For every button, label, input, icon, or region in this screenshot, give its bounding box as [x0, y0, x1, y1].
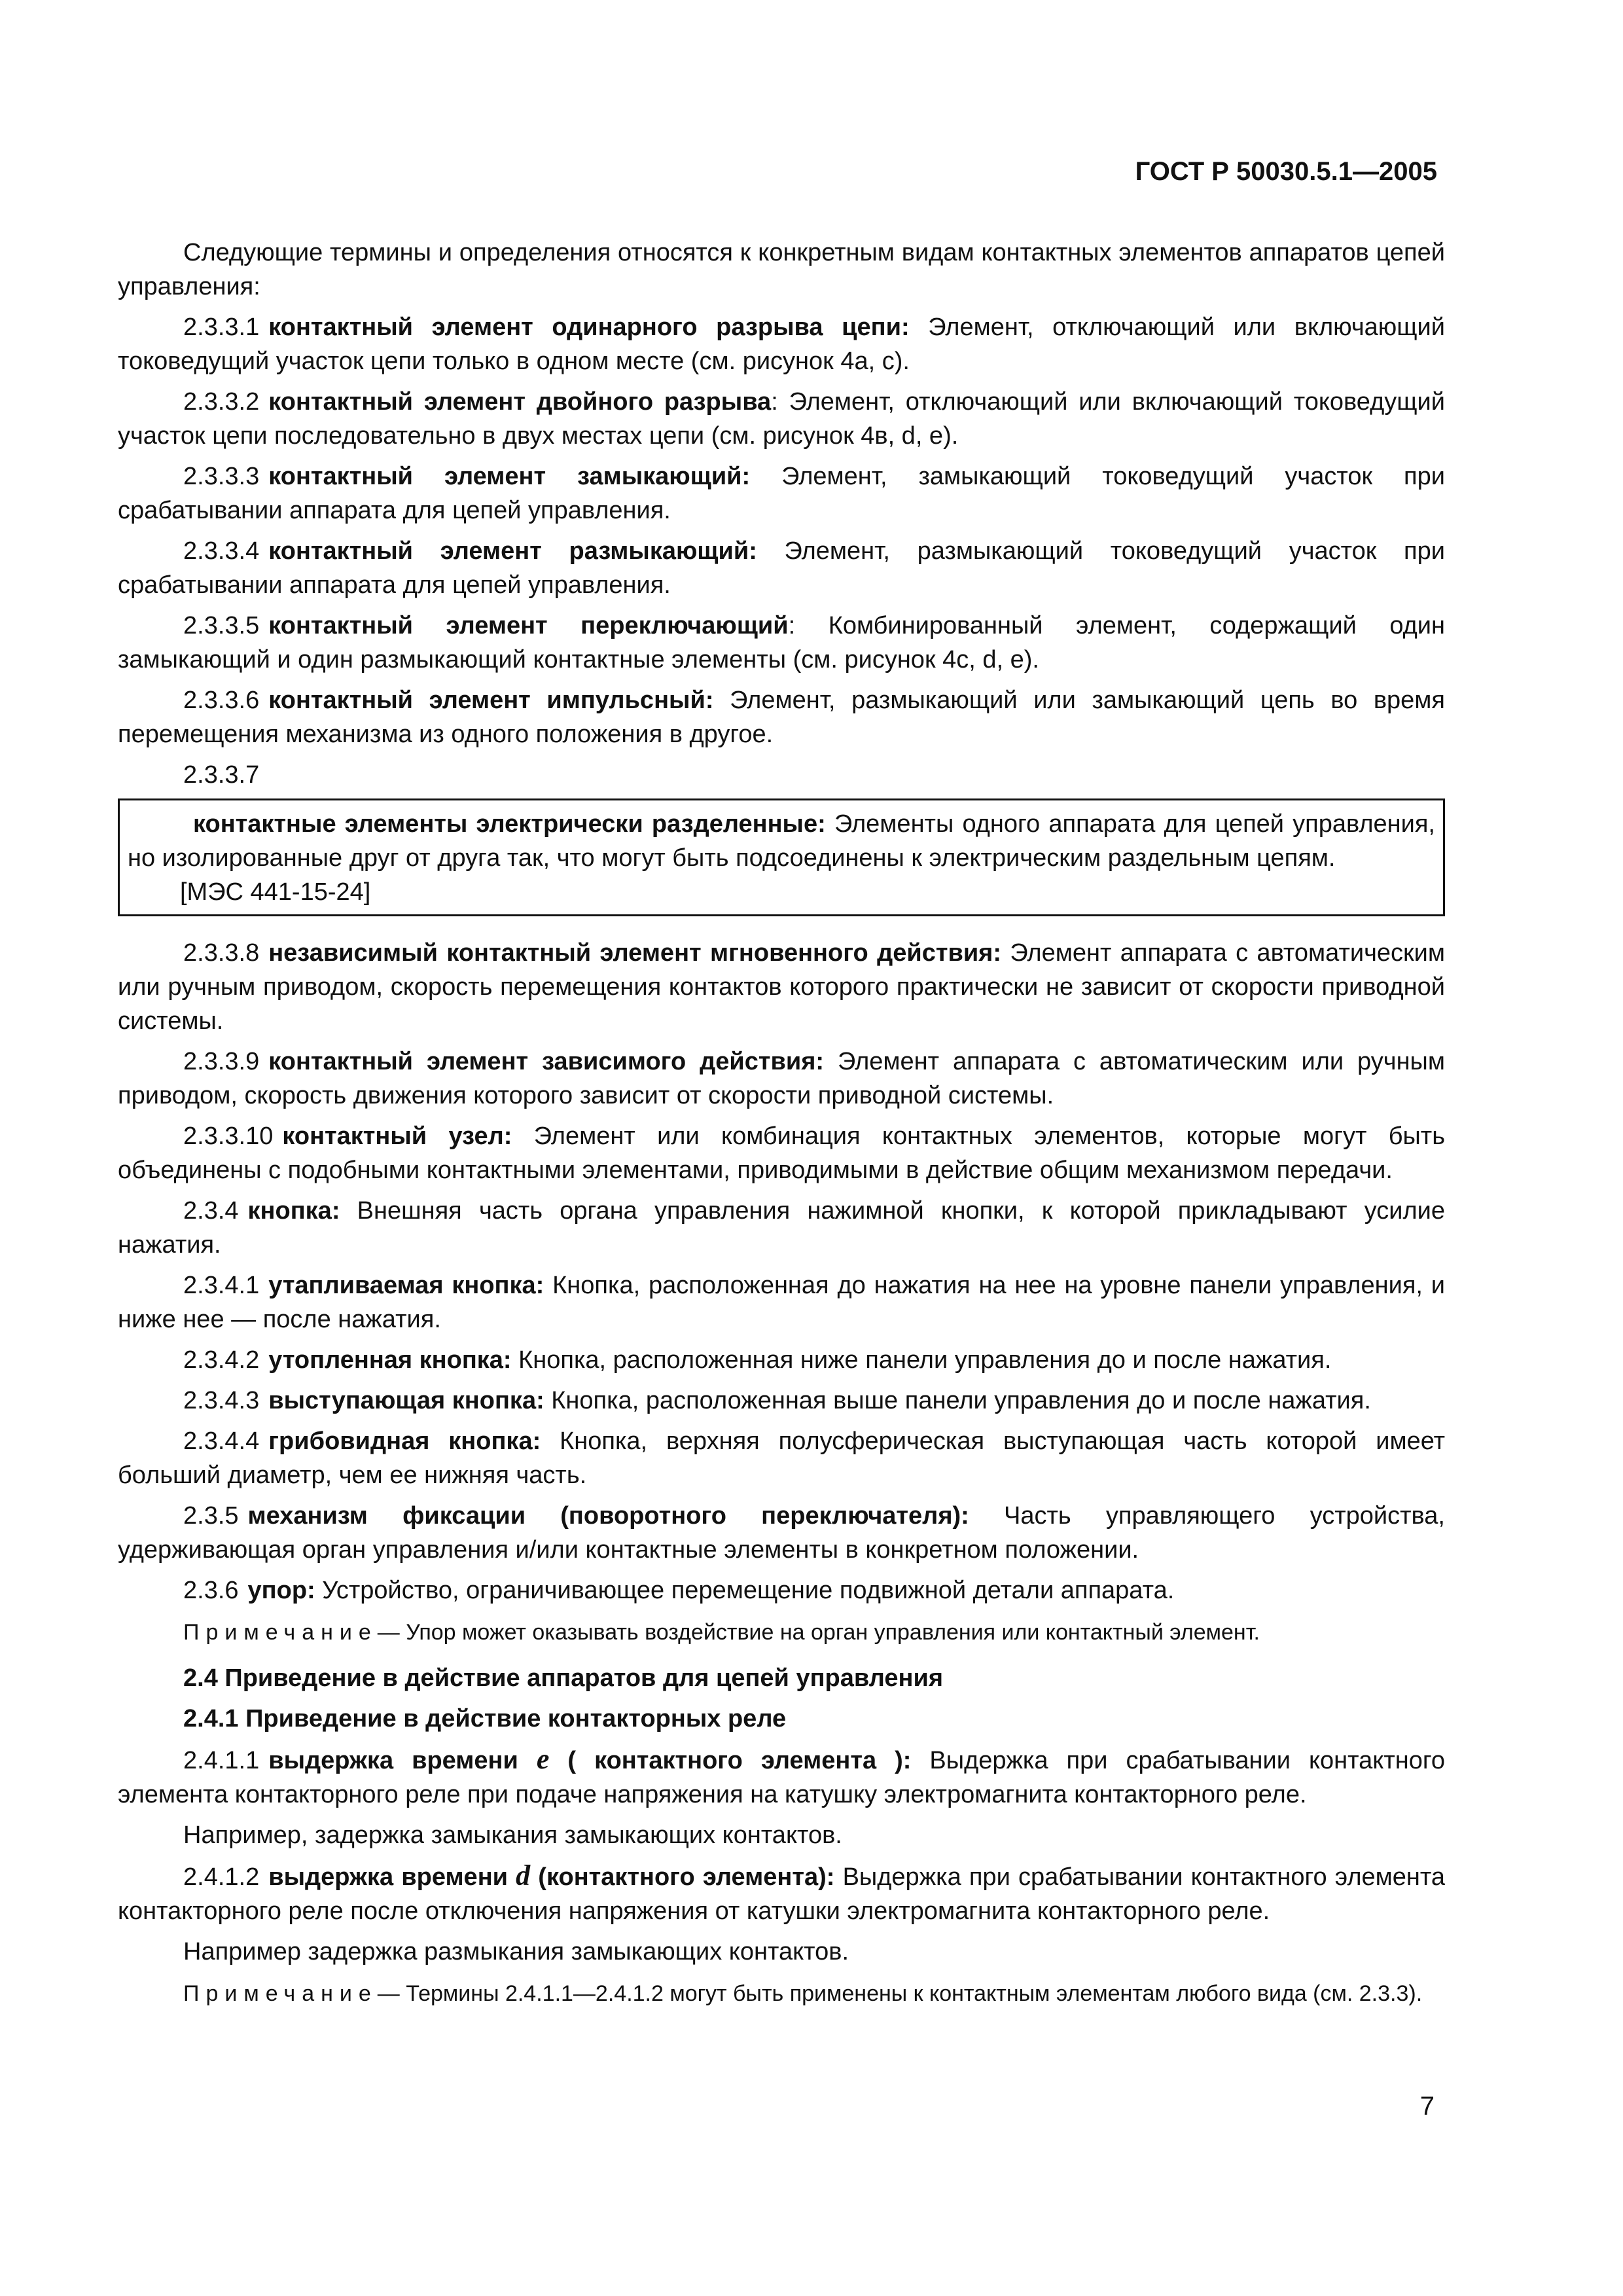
term: грибовидная кнопка:: [268, 1427, 541, 1455]
example-2-4-1-1: Например, задержка замыкания замыкающих контактов.: [183, 1821, 842, 1849]
definition-text: Кнопка, верхняя полусферическая выступающая часть которой имеет больший диаметр, чем ее нижняя часть.: [118, 1427, 1445, 1489]
definition-2-3-3-9: [118, 1045, 1445, 1113]
definition-text: Элемент аппарата с автоматическим или ручным приводом, скорость перемещения контактов которого практически не зависит от скорости приводной системы.: [118, 939, 1445, 1035]
definition-2-3-4-3: [118, 1384, 1445, 1418]
definition-text: Элемент аппарата с автоматическим или ручным приводом, скорость движения которого зависит от скорости приводной системы.: [118, 1048, 1445, 1109]
note-label: Примечание: [183, 1620, 378, 1645]
term: утапливаемая кнопка:: [268, 1272, 544, 1299]
term-part: выдержка времени: [268, 1747, 537, 1774]
page-number: 7: [1419, 2092, 1435, 2121]
boxed-definition-text: [128, 807, 1435, 875]
term: контактный элемент переключающий: [268, 612, 789, 639]
example-2-4-1-2: Например задержка размыкания замыкающих контактов.: [183, 1938, 849, 1965]
note-text: — Упор может оказывать воздействие на орган управления или контактный элемент.: [377, 1620, 1260, 1645]
term: [268, 1743, 912, 1775]
definition-text: Внешняя часть органа управления нажимной кнопки, к которой прикладывают усилие нажатия.: [118, 1197, 1445, 1259]
section-heading-2-4: 2.4 Приведение в действие аппаратов для цепей управления: [183, 1664, 944, 1692]
definition-2-3-3-10: [118, 1119, 1445, 1187]
term: механизм фиксации (поворотного переключателя):: [247, 1502, 969, 1530]
definition-text: Кнопка, расположенная ниже панели управления до и после нажатия.: [511, 1346, 1332, 1374]
definition-text: Элемент, замыкающий токоведущий участок при срабатывании аппарата для цепей управления.: [118, 463, 1445, 524]
definition-text: : Комбинированный элемент, содержащий один замыкающий и один размыкающий контактные элементы (см. рисунок 4с, d, е).: [118, 612, 1445, 673]
term: контактный элемент импульсный:: [268, 687, 714, 714]
iec-reference: [МЭС 441-15-24]: [180, 878, 371, 906]
definition-2-3-4-2: [118, 1343, 1445, 1377]
note-label: Примечание: [183, 1981, 378, 2006]
term-part: (контактного элемента):: [530, 1863, 835, 1891]
document-body: [118, 236, 1445, 2018]
note-text: — Термины 2.4.1.1—2.4.1.2 могут быть применены к контактным элементам любого вида (см. 2.3.3).: [377, 1981, 1423, 2006]
term-part: ( контактного элемента ):: [549, 1747, 912, 1774]
definition-2-3-3-5: [118, 609, 1445, 677]
boxed-definition-2-3-3-7: [118, 798, 1445, 916]
symbol: d: [516, 1859, 531, 1892]
definition-2-3-4: [118, 1194, 1445, 1262]
definition-2-3-3-3: [118, 459, 1445, 528]
term: контактный элемент размыкающий:: [268, 537, 757, 565]
term: утопленная кнопка:: [268, 1346, 512, 1374]
clause-number: 2.4.1.2: [183, 1863, 260, 1891]
definition-text: Элемент, размыкающий токоведущий участок при срабатывании аппарата для цепей управления.: [118, 537, 1445, 599]
definition-text: Выдержка при срабатывании контактного элемента контакторного реле при подаче напряжения на катушку электромагнита контакторного реле.: [118, 1747, 1446, 1808]
clause-number: 2.4.1.1: [183, 1747, 260, 1774]
definition-2-4-1-1: [118, 1742, 1445, 1812]
term: контактный элемент зависимого действия:: [268, 1048, 825, 1075]
clause-number: 2.3.3.1: [183, 314, 260, 341]
clause-number: 2.3.3.10: [183, 1122, 274, 1150]
symbol: e: [536, 1743, 550, 1775]
definition-text: Элементы одного аппарата для цепей управления, но изолированные друг от друга так, что могут быть подсоединены к электрическим раздельным цепям.: [128, 810, 1435, 872]
definition-text: Кнопка, расположенная выше панели управления до и после нажатия.: [544, 1387, 1371, 1414]
definition-2-4-1-2: [118, 1859, 1445, 1928]
term: [268, 1859, 835, 1892]
clause-number: 2.3.3.8: [183, 939, 260, 967]
definition-2-3-5: [118, 1499, 1445, 1567]
clause-number: 2.3.5: [183, 1502, 239, 1530]
note-stop: [118, 1617, 1445, 1648]
definition-2-3-3-6: [118, 683, 1445, 751]
note-terms-applicability: [118, 1978, 1445, 2009]
clause-number: 2.3.3.2: [183, 388, 260, 416]
intro-paragraph: Следующие термины и определения относятся к конкретным видам контактных элементов аппаратов цепей управления:: [118, 239, 1445, 300]
definition-text: Кнопка, расположенная до нажатия на нее на уровне панели управления, и ниже нее — после нажатия.: [118, 1272, 1445, 1333]
definition-2-3-4-1: [118, 1268, 1445, 1336]
clause-number: 2.3.4.4: [183, 1427, 260, 1455]
definition-2-3-4-4: [118, 1424, 1445, 1492]
clause-number: 2.3.4.1: [183, 1272, 260, 1299]
term: контактный элемент двойного разрыва: [268, 388, 772, 416]
clause-number: 2.3.3.5: [183, 612, 260, 639]
definition-text: Часть управляющего устройства, удерживающая орган управления и/или контактные элементы в конкретном положении.: [118, 1502, 1445, 1564]
clause-number: 2.3.3.3: [183, 463, 260, 490]
definition-text: Устройство, ограничивающее перемещение подвижной детали аппарата.: [315, 1577, 1175, 1604]
term: независимый контактный элемент мгновенного действия:: [268, 939, 1002, 967]
term: кнопка:: [247, 1197, 340, 1225]
definition-text: : Элемент, отключающий или включающий токоведущий участок цепи последовательно в двух местах цепи (см. рисунок 4в, d, е).: [118, 388, 1445, 450]
clause-number: 2.3.4.2: [183, 1346, 260, 1374]
clause-number: 2.3.3.4: [183, 537, 260, 565]
term: контактный узел:: [282, 1122, 512, 1150]
term: контактные элементы электрически разделенные:: [193, 810, 826, 838]
term-part: выдержка времени: [268, 1863, 516, 1891]
clause-number: 2.3.4.3: [183, 1387, 260, 1414]
definition-text: Элемент или комбинация контактных элементов, которые могут быть объединены с подобными контактными элементами, приводимыми в действие общим механизмом передачи.: [118, 1122, 1446, 1184]
clause-number: 2.3.3.9: [183, 1048, 260, 1075]
term: упор:: [247, 1577, 315, 1604]
term: контактный элемент одинарного разрыва цепи:: [268, 314, 910, 341]
definition-text: Выдержка при срабатывании контактного элемента контакторного реле после отключения напряжения от катушки электромагнита контакторного реле.: [118, 1863, 1445, 1925]
definition-text: Элемент, отключающий или включающий токоведущий участок цепи только в одном месте (см. рисунок 4а, с).: [118, 314, 1445, 375]
definition-text: Элемент, размыкающий или замыкающий цепь во время перемещения механизма из одного положения в другое.: [118, 687, 1445, 748]
definition-2-3-3-4: [118, 534, 1445, 602]
definition-2-3-3-2: [118, 385, 1445, 453]
clause-number: 2.3.3.6: [183, 687, 260, 714]
clause-number-2-3-3-7: 2.3.3.7: [183, 761, 260, 789]
clause-number: 2.3.4: [183, 1197, 239, 1225]
definition-2-3-3-8: [118, 936, 1445, 1038]
clause-number: 2.3.6: [183, 1577, 239, 1604]
document-id-header: ГОСТ Р 50030.5.1—2005: [1135, 157, 1437, 186]
definition-2-3-6: [118, 1573, 1445, 1607]
term: контактный элемент замыкающий:: [268, 463, 751, 490]
definition-2-3-3-1: [118, 310, 1445, 378]
subsection-heading-2-4-1: 2.4.1 Приведение в действие контакторных реле: [183, 1705, 787, 1732]
term: выступающая кнопка:: [268, 1387, 544, 1414]
